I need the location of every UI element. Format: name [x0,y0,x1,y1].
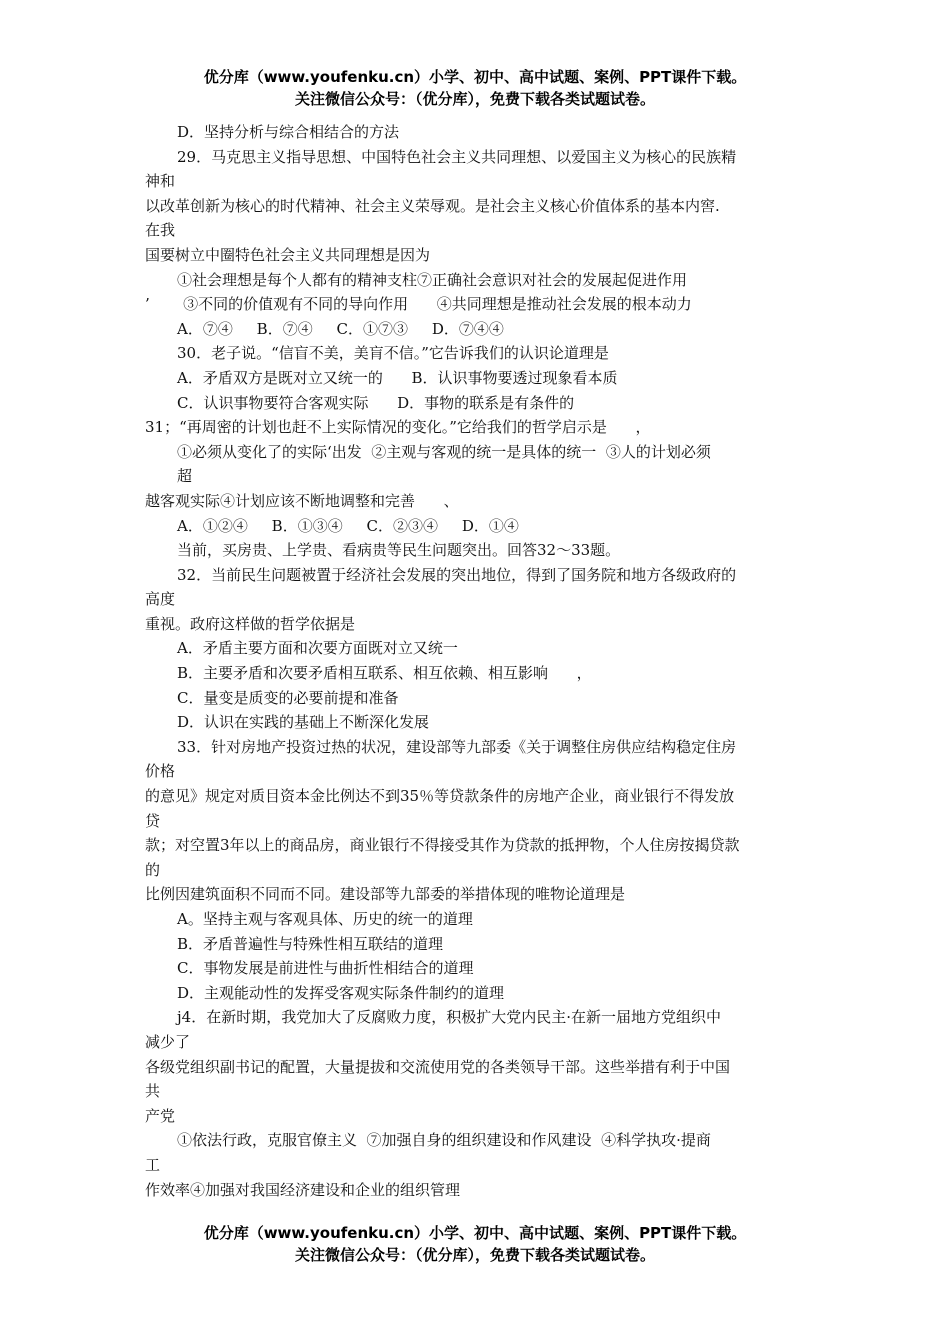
text-line: A．矛盾主要方面和次要方面既对立又统一 [177,639,458,658]
text-line: 重视。政府这样做的哲学依据是 [145,614,356,633]
text-line: j4．在新时期，我党加大了反腐败力度，积极扩大党内民主·在新一届地方党组织中 [177,1008,721,1027]
header-line-1: 优分库（www.youfenku.cn）小学、初中、高中试题、案例、PPT课件下载。 [203,68,747,86]
text-line: 30．老子说。“信盲不美，美肓不信。”它告诉我们的认识论道理是 [177,344,609,363]
text-line: D．认识在实践的基础上不断深化发展 [177,713,430,732]
text-line: 越客观实际④计划应该不断地调整和完善 、 [145,491,459,510]
text-line: A．①②④ B．①③④ C．②③④ D．①④ [177,516,519,535]
text-line: A．⑦④ B．⑦④ C．①⑦③ D．⑦④④ [177,319,504,338]
text-line: 33．针对房地产投资过热的状况，建设部等九部委《关于调整住房供应结构稳定住房 [177,737,737,756]
text-line: 价格 [145,762,176,781]
text-line: 的意见》规定对质目资本金比例达不到35％等贷款条件的房地产企业，商业银行不得发放 [145,787,735,806]
footer-banner [0,1222,950,1266]
text-line: 款；对空置3年以上的商品房，商业银行不得接受其作为贷款的抵押物，个人住房按揭贷款 [145,836,740,855]
text-line: 32．当前民生问题被置于经济社会发展的突出地位，得到了国务院和地方各级政府的 [177,565,737,584]
text-line: 比例因建筑面积不同而不同。建设部等九部委的举措体现的唯物论道理是 [145,885,626,904]
text-line: C．量变是质变的必要前提和准备 [177,688,399,707]
text-line: 各级党组织副书记的配置，大量提拔和交流使用党的各类领导干部。这些举措有利于中国 [145,1057,731,1076]
footer-line-2: 关注微信公众号：（优分库），免费下载各类试题试卷。 [294,1246,655,1264]
text-line: 以改革创新为核心的时代精神、社会主义荣辱观。是社会主义核心价值体系的基本内窖. [145,196,720,215]
text-line: 共 [145,1082,161,1101]
header-banner [0,66,950,110]
text-line: 减少了 [145,1032,191,1051]
text-line: 高度 [145,590,176,609]
text-line: C．事物发展是前进性与曲折性相结合的道理 [177,959,474,978]
text-line: A。坚持主观与客观具体、历史的统一的道理 [177,910,473,928]
text-line: 贷 [145,811,161,830]
text-line: 产党 [145,1106,176,1125]
text-line: D．坚持分析与综合相结合的方法 [177,123,400,141]
text-line: ①必须从变化了的实际‘出发 ②主观与客观的统一是具体的统一 ③人的计划必须 [177,442,711,461]
text-line: 29．马克思主义指导思想、中国特色社会主义共同理想、以爱国主义为核心的民族精 [177,147,737,166]
text-line: 超 [177,467,193,486]
text-line: 当前，买房贵、上学贵、看病贵等民生问题突出。回答32～33题。 [177,541,621,560]
text-line: 神和 [145,172,176,191]
text-line: ①社会理想是每个人都有的精神支柱⑦正确社会意识对社会的发展起促进作用 [177,270,688,289]
text-line: ’ ③不同的价值观有不同的导向作用 ④共同理想是推动社会发展的根本动力 [145,295,692,314]
text-line: 工 [145,1155,161,1174]
text-line: 的 [145,860,161,879]
text-line: ①依法行政，克服官僚主义 ⑦加强自身的组织建设和作风建设 ④科学执攻·提商 [177,1131,711,1150]
text-line: 作效率④加强对我国经济建设和企业的组织管理 [145,1180,461,1199]
text-line: 国要树立中圈特色社会主义共同理想是因为 [145,245,431,264]
text-line: B．主要矛盾和次要矛盾相互联系、相互依赖、相互影响 ， [177,664,592,683]
text-line: B．矛盾普遍性与特殊性相互联结的道理 [177,934,444,953]
text-line: C．认识事物要符合客观实际 D．事物的联系是有条件的 [177,393,575,412]
question-body [145,120,835,1202]
text-line: A．矛盾双方是既对立又统一的 B．认识事物要透过现象看本质 [177,368,618,387]
text-line: 31；“再周密的计划也赶不上实际情况的变化。”它给我们的哲学启示是 ， [145,418,651,437]
header-line-2: 关注微信公众号：（优分库），免费下载各类试题试卷。 [294,90,655,108]
text-line: D．主观能动性的发挥受客观实际条件制约的道理 [177,983,505,1002]
text-line: 在我 [145,221,176,240]
footer-line-1: 优分库（www.youfenku.cn）小学、初中、高中试题、案例、PPT课件下载。 [203,1224,747,1242]
